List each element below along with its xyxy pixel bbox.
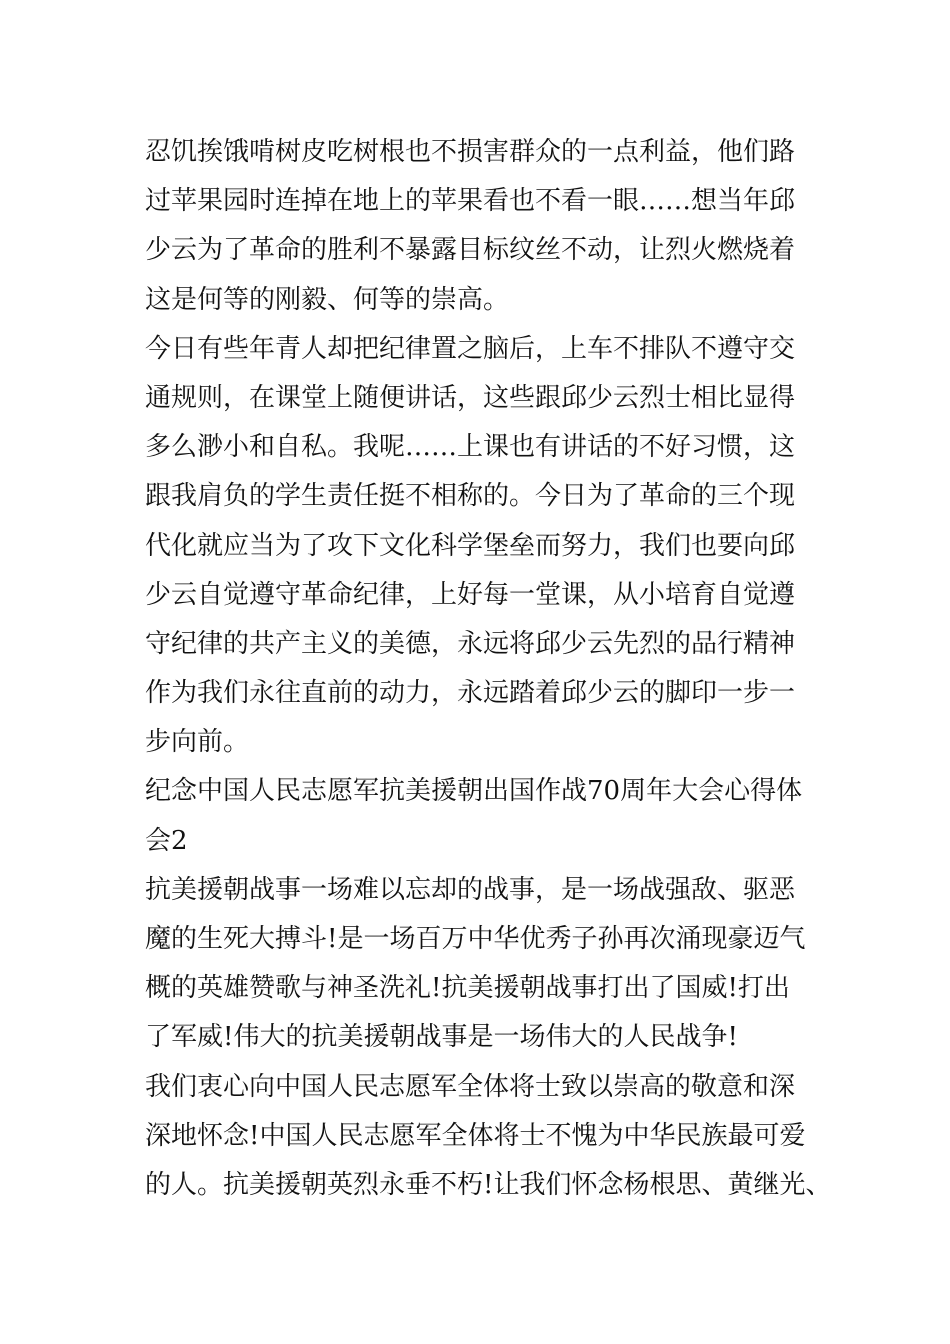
section-heading-line: 会2 xyxy=(145,825,188,856)
text-line: 代化就应当为了攻下文化科学堡垒而努力，我们也要向邱 xyxy=(145,530,796,561)
text-line: 今日有些年青人却把纪律置之脑后，上车不排队不遵守交 xyxy=(145,333,796,364)
document-body xyxy=(145,128,835,1210)
text-line: 守纪律的共产主义的美德，永远将邱少云先烈的品行精神 xyxy=(145,628,796,659)
text-line: 深地怀念!中国人民志愿军全体将士不愧为中华民族最可爱 xyxy=(145,1120,806,1151)
text-line: 抗美援朝战事一场难以忘却的战事，是一场战强敌、驱恶 xyxy=(145,874,796,905)
text-line: 少云为了革命的胜利不暴露目标纹丝不动，让烈火燃烧着 xyxy=(145,235,796,266)
text-line: 这是何等的刚毅、何等的崇高。 xyxy=(145,284,510,315)
section-heading-line: 纪念中国人民志愿军抗美援朝出国作战70周年大会心得体 xyxy=(145,776,803,807)
text-line: 我们衷心向中国人民志愿军全体将士致以崇高的敬意和深 xyxy=(145,1071,796,1102)
text-line: 跟我肩负的学生责任挺不相称的。今日为了革命的三个现 xyxy=(145,481,796,512)
text-line: 概的英雄赞歌与神圣洗礼!抗美援朝战事打出了国威!打出 xyxy=(145,973,790,1004)
text-line: 通规则，在课堂上随便讲话，这些跟邱少云烈士相比显得 xyxy=(145,382,796,413)
text-line: 作为我们永往直前的动力，永远踏着邱少云的脚印一步一 xyxy=(145,678,796,709)
text-line: 步向前。 xyxy=(145,727,250,758)
text-line: 多么渺小和自私。我呢……上课也有讲话的不好习惯，这 xyxy=(145,432,796,463)
text-line: 忍饥挨饿啃树皮吃树根也不损害群众的一点利益，他们路 xyxy=(145,137,796,167)
text-line: 过苹果园时连掉在地上的苹果看也不看一眼……想当年邱 xyxy=(145,186,796,217)
text-line: 的人。抗美援朝英烈永垂不朽!让我们怀念杨根思、黄继光、 xyxy=(145,1169,832,1200)
text-line: 少云自觉遵守革命纪律，上好每一堂课，从小培育自觉遵 xyxy=(145,579,796,610)
text-line: 了军威!伟大的抗美援朝战事是一场伟大的人民战争! xyxy=(145,1022,738,1053)
text-line: 魔的生死大搏斗!是一场百万中华优秀子孙再次涌现豪迈气 xyxy=(145,924,806,954)
